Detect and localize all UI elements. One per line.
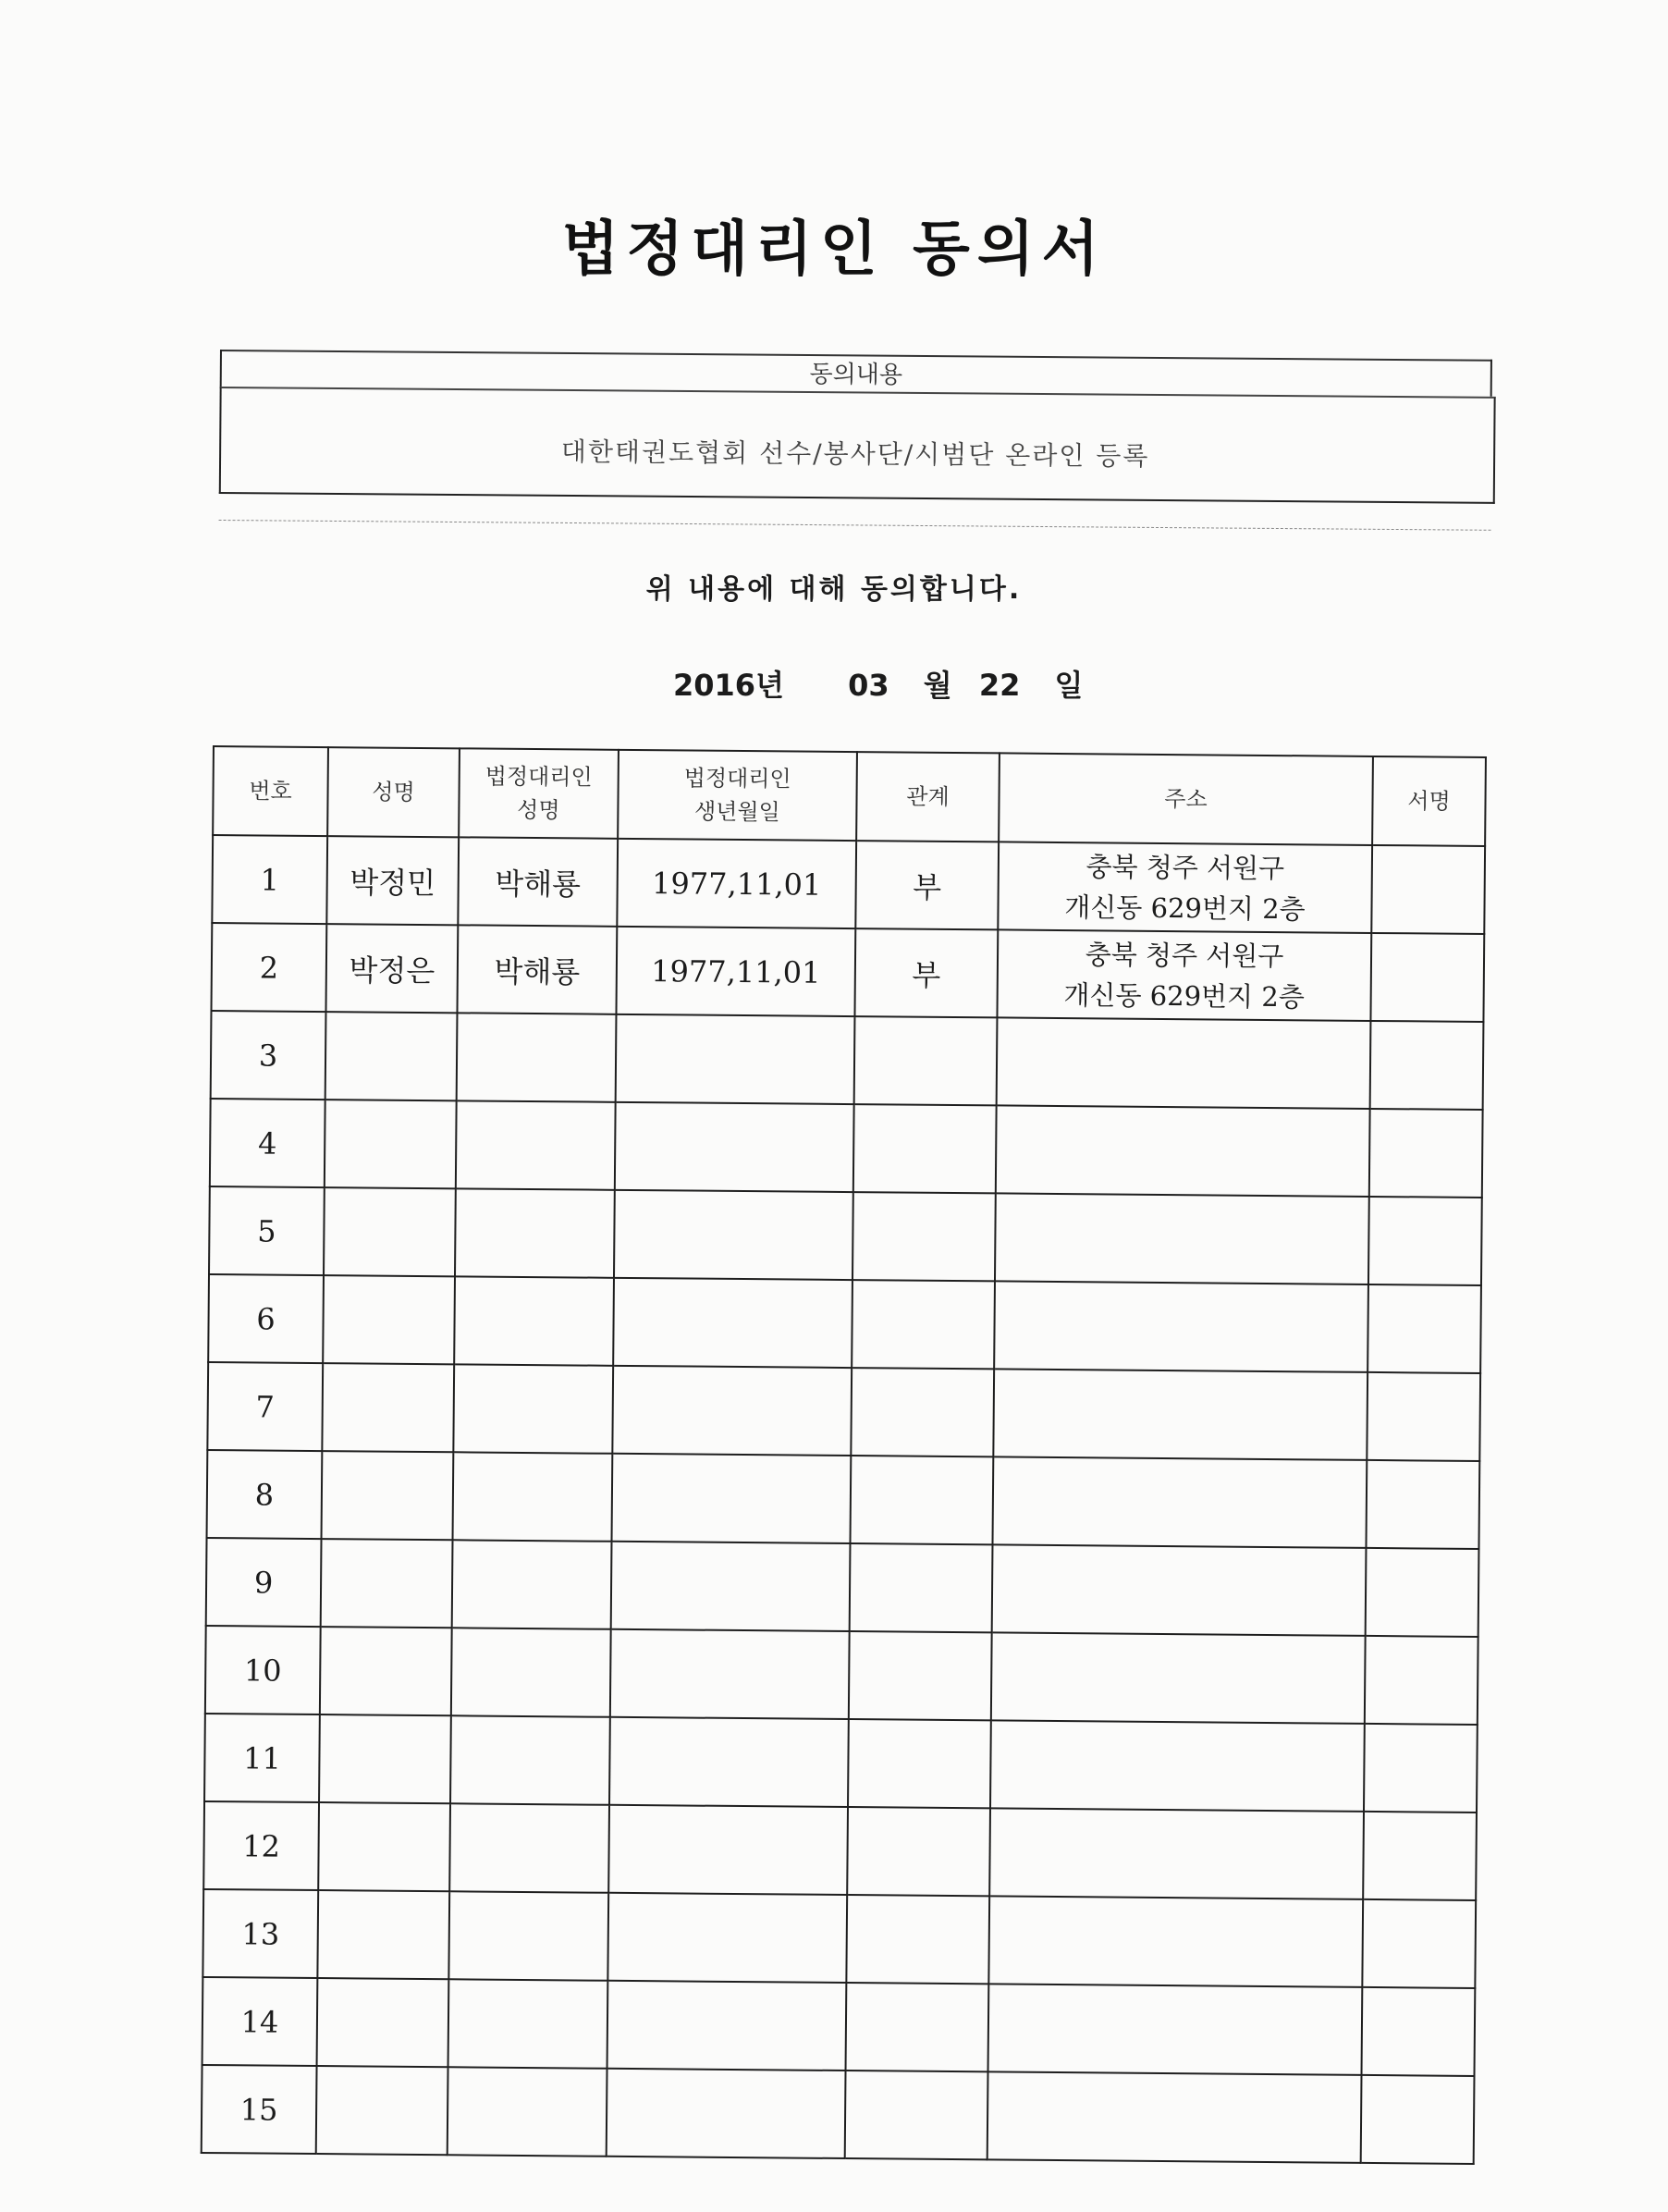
cell-signature[interactable] (1362, 1899, 1476, 1988)
cell-number: 4 (210, 1099, 325, 1187)
cell-signature[interactable] (1367, 1372, 1480, 1461)
table-row (202, 1977, 1476, 2076)
cell-signature[interactable] (1363, 1812, 1477, 1900)
cell-guardian-name (456, 1100, 616, 1189)
table-row (204, 1714, 1478, 1813)
date-month: 03 (848, 668, 889, 703)
guardian-table-wrapper (201, 745, 1487, 2165)
cell-address (988, 1896, 1363, 1987)
cell-number: 11 (204, 1714, 320, 1802)
cell-relation (845, 2071, 988, 2159)
cell-guardian-name (448, 1979, 608, 2068)
cell-guardian-birth: 1977,11,01 (616, 927, 855, 1016)
cell-relation: 부 (855, 841, 999, 929)
cell-relation (849, 1631, 992, 1720)
cell-signature[interactable] (1370, 933, 1484, 1022)
cell-address (992, 1544, 1367, 1636)
table-row (205, 1626, 1478, 1725)
cell-guardian-birth (616, 1014, 855, 1104)
table-row (202, 1889, 1476, 1988)
table-row (202, 2065, 1475, 2164)
table-row (203, 1801, 1477, 1900)
cell-address (995, 1193, 1369, 1284)
table-header-row (213, 746, 1486, 846)
cell-number: 7 (207, 1362, 323, 1451)
consent-section (219, 350, 1492, 532)
table-row (207, 1362, 1480, 1461)
cell-relation (850, 1543, 993, 1632)
date-month-unit: 월 (923, 668, 952, 703)
cell-signature[interactable] (1368, 1284, 1481, 1373)
cell-guardian-birth (612, 1366, 852, 1456)
cell-number: 10 (205, 1626, 321, 1714)
cell-guardian-birth (609, 1717, 849, 1807)
cell-guardian-name (457, 1013, 617, 1101)
cell-relation (846, 1895, 989, 1984)
table-row (207, 1450, 1480, 1549)
guardian-table (201, 745, 1487, 2165)
cell-guardian-birth (615, 1102, 854, 1192)
cell-relation (852, 1192, 996, 1281)
table-row (211, 923, 1484, 1022)
cell-number: 15 (202, 2065, 317, 2154)
cell-guardian-name (453, 1452, 613, 1541)
cell-guardian-birth (611, 1542, 851, 1631)
header-address: 주소 (999, 753, 1373, 845)
cell-relation (852, 1280, 995, 1369)
cell-signature[interactable] (1366, 1548, 1479, 1637)
cell-number: 8 (207, 1450, 323, 1539)
cell-name (317, 1978, 449, 2067)
cell-relation (848, 1719, 991, 1808)
table-row (211, 1011, 1484, 1110)
cell-guardian-name (448, 2067, 607, 2156)
cell-guardian-birth (613, 1278, 852, 1368)
cell-number: 13 (202, 1889, 318, 1978)
cell-signature[interactable] (1368, 1197, 1482, 1285)
header-no: 번호 (213, 746, 328, 836)
cell-number: 14 (202, 1977, 318, 2066)
cell-name (321, 1539, 453, 1628)
cell-number: 9 (206, 1538, 322, 1627)
cell-number: 5 (209, 1186, 325, 1275)
cell-guardian-name (452, 1540, 612, 1628)
header-guardian-name: 법정대리인 성명 (459, 748, 619, 838)
table-row (206, 1538, 1479, 1637)
cell-address (992, 1456, 1367, 1548)
cell-guardian-name (454, 1276, 614, 1365)
cell-number: 6 (208, 1274, 324, 1363)
cell-name (325, 1100, 457, 1188)
cell-guardian-name: 박해룡 (457, 925, 617, 1014)
cell-signature[interactable] (1369, 1109, 1483, 1198)
cell-address (988, 1984, 1363, 2075)
cell-guardian-name (455, 1188, 615, 1277)
date-day-unit: 일 (1054, 668, 1084, 703)
date-year: 2016년 (673, 668, 784, 703)
cell-name: 박정민 (326, 836, 459, 925)
cell-name (318, 1802, 450, 1891)
cell-signature[interactable] (1364, 1724, 1478, 1813)
agree-statement: 위 내용에 대해 동의합니다. (645, 573, 1023, 606)
cell-signature[interactable] (1361, 1987, 1475, 2076)
cell-signature[interactable] (1370, 1021, 1484, 1110)
cell-signature[interactable] (1361, 2075, 1475, 2164)
cell-guardian-birth (614, 1190, 853, 1280)
cell-relation: 부 (854, 928, 998, 1017)
cell-guardian-birth (608, 1805, 848, 1895)
cell-guardian-birth (612, 1454, 852, 1543)
cell-name (319, 1714, 451, 1803)
header-relation: 관계 (856, 752, 1000, 842)
table-row (210, 1099, 1483, 1198)
cell-address (990, 1720, 1365, 1812)
cell-name (320, 1627, 452, 1715)
cell-number: 1 (212, 835, 327, 924)
cell-name (324, 1187, 456, 1276)
cell-signature[interactable] (1365, 1636, 1478, 1725)
cell-relation (846, 1983, 989, 2071)
cell-guardian-name (453, 1364, 613, 1453)
cell-name (322, 1451, 454, 1540)
cell-relation (850, 1456, 993, 1544)
cell-name (323, 1275, 455, 1364)
cell-relation (853, 1104, 997, 1193)
cell-signature[interactable] (1366, 1460, 1479, 1549)
cell-name (325, 1012, 458, 1100)
cell-guardian-birth (610, 1629, 850, 1719)
cell-number: 2 (211, 923, 326, 1012)
cell-guardian-name: 박해룡 (458, 837, 618, 926)
consent-header: 동의내용 (220, 350, 1492, 397)
cell-relation (847, 1807, 990, 1896)
date (673, 662, 1083, 705)
cell-guardian-name (448, 1891, 608, 1980)
header-guardian-birth: 법정대리인 생년월일 (618, 750, 857, 841)
cell-guardian-name (450, 1715, 610, 1804)
cell-address (994, 1281, 1368, 1372)
cell-name (322, 1363, 454, 1452)
cell-guardian-birth (607, 1981, 847, 2071)
cell-address (987, 2071, 1362, 2163)
cell-number: 3 (211, 1011, 326, 1100)
cell-number: 12 (203, 1801, 319, 1890)
consent-content: 대한태권도협회 선수/봉사단/시범단 온라인 등록 (560, 436, 1150, 472)
cell-guardian-birth (607, 1893, 847, 1983)
cell-name: 박정은 (325, 924, 458, 1013)
table-row (208, 1274, 1481, 1373)
page-title: 법정대리인 동의서 (561, 215, 1107, 284)
cell-name (316, 2066, 448, 2155)
cell-relation (854, 1016, 998, 1105)
cell-relation (851, 1368, 994, 1456)
cell-address (993, 1369, 1368, 1460)
cell-name (317, 1890, 449, 1979)
cell-address (991, 1632, 1366, 1724)
cell-guardian-birth (607, 2069, 846, 2158)
cell-address (997, 1017, 1371, 1109)
cell-guardian-name (451, 1628, 611, 1716)
header-signature: 서명 (1372, 756, 1486, 846)
table-row (209, 1186, 1482, 1285)
cell-address: 충북 청주 서원구 개신동 629번지 2층 (998, 842, 1372, 933)
cell-address: 충북 청주 서원구 개신동 629번지 2층 (997, 929, 1371, 1021)
table-body (202, 835, 1485, 2164)
divider (219, 520, 1491, 531)
cell-address (989, 1808, 1364, 1899)
table-row (212, 835, 1485, 934)
cell-guardian-birth: 1977,11,01 (617, 839, 856, 928)
cell-guardian-name (449, 1803, 609, 1892)
date-day: 22 (978, 668, 1021, 703)
cell-address (996, 1105, 1370, 1197)
cell-signature[interactable] (1371, 845, 1485, 934)
header-name: 성명 (327, 747, 460, 837)
